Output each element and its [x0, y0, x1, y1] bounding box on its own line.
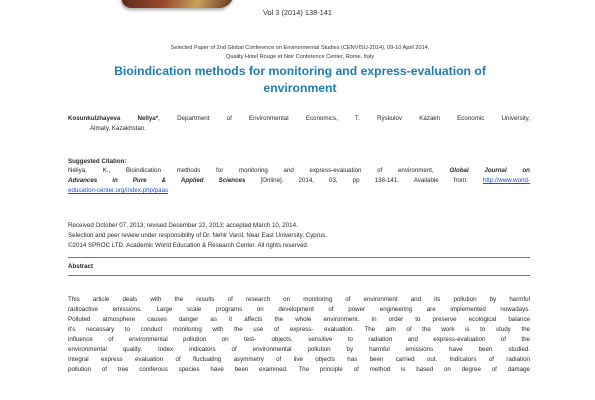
conference-line-2: Quality Hotel Rouge et Noir Conference Center, Rome, Italy: [226, 54, 374, 60]
abstract-line: pollution of tree coniferous species have been examined. The principle of method is based on degree of damage: [68, 366, 530, 373]
citation-journal-2: Advances in Pure & Applied Sciences: [68, 177, 246, 184]
volume-line: Vol 3 (2014) 138-141: [262, 8, 333, 17]
abstract-line: Polluted atmosphere causes danger as it affects the whole environment. In order to preserve ecological balance: [68, 316, 530, 323]
conference-line-1: Selected Paper of 2nd Global Conference on Environmental Studies (CENVISU-2014), 09-10 April 2014,: [170, 45, 430, 51]
author-line: [68, 114, 530, 123]
author-affiliation: , Department of Environmental Economics, T. Ryskulov Kazakh Economic University,: [158, 115, 531, 122]
divider-bottom: [68, 275, 530, 276]
citation-line-1: [68, 166, 530, 175]
citation-journal-1: Global Journal on: [449, 167, 530, 174]
abstract-line: This article deals with the results of research on monitoring of environment and its pollution by harmful: [68, 296, 530, 303]
abstract-line: it's necessary to conduct monitoring with the use of express- evaluation. The aim of the work is to study the: [68, 326, 530, 333]
author-location: Almaty, Kazakhstan.: [90, 125, 146, 132]
received-dates: Received October 07, 2013; revised December 22, 2013; accepted March 10, 2014.: [68, 222, 298, 229]
copyright-note: ©2014 SPROC LTD. Academic World Education & Research Center. All rights reserved.: [68, 242, 309, 249]
paper-title-line-2: environment: [263, 81, 337, 95]
citation-text-1: Neliya, K., Bioindication methods for monitoring and express-evaluation of environment,: [68, 167, 434, 174]
abstract-line: influence of environmental pollution on test- objects, sensitive to radiation and express-evaluation of the: [68, 336, 530, 343]
journal-logo: [118, 0, 235, 8]
abstract-heading: Abstract: [68, 263, 94, 270]
citation-link-2[interactable]: education-center.org/index.php/paas: [68, 187, 169, 194]
citation-heading: Suggested Citation:: [68, 158, 127, 165]
peer-review-note: Selection and peer review under responsibility of Dr. Nehir Varol, Near East University, Cyprus.: [68, 232, 328, 239]
abstract-line: environmental quality. Index indicators of environmental pollution by harmful emissions have been studied.: [68, 346, 530, 353]
citation-line-3: [68, 186, 168, 195]
citation-text-2: [Online]. 2014, 03, pp 138-141. Available from:: [260, 177, 468, 184]
author-name: Kosunkulzhayeva Nellya*: [68, 115, 159, 122]
divider-top: [68, 257, 530, 258]
conference-info: [80, 44, 520, 62]
citation-line-2: [68, 176, 530, 185]
abstract-line: Integral express evaluation of fluctuating asymmetry of live objects has been carried out. Indicators of radiation: [68, 356, 530, 363]
paper-title-line-1: Bioindication methods for monitoring and express-evaluation of: [114, 64, 486, 78]
citation-link-1[interactable]: http://www.world-: [482, 177, 530, 184]
paper-title: [70, 63, 530, 97]
abstract-line: radioactive emissions. Large scale programs on development of power engineering are implemented nowadays.: [68, 306, 530, 313]
